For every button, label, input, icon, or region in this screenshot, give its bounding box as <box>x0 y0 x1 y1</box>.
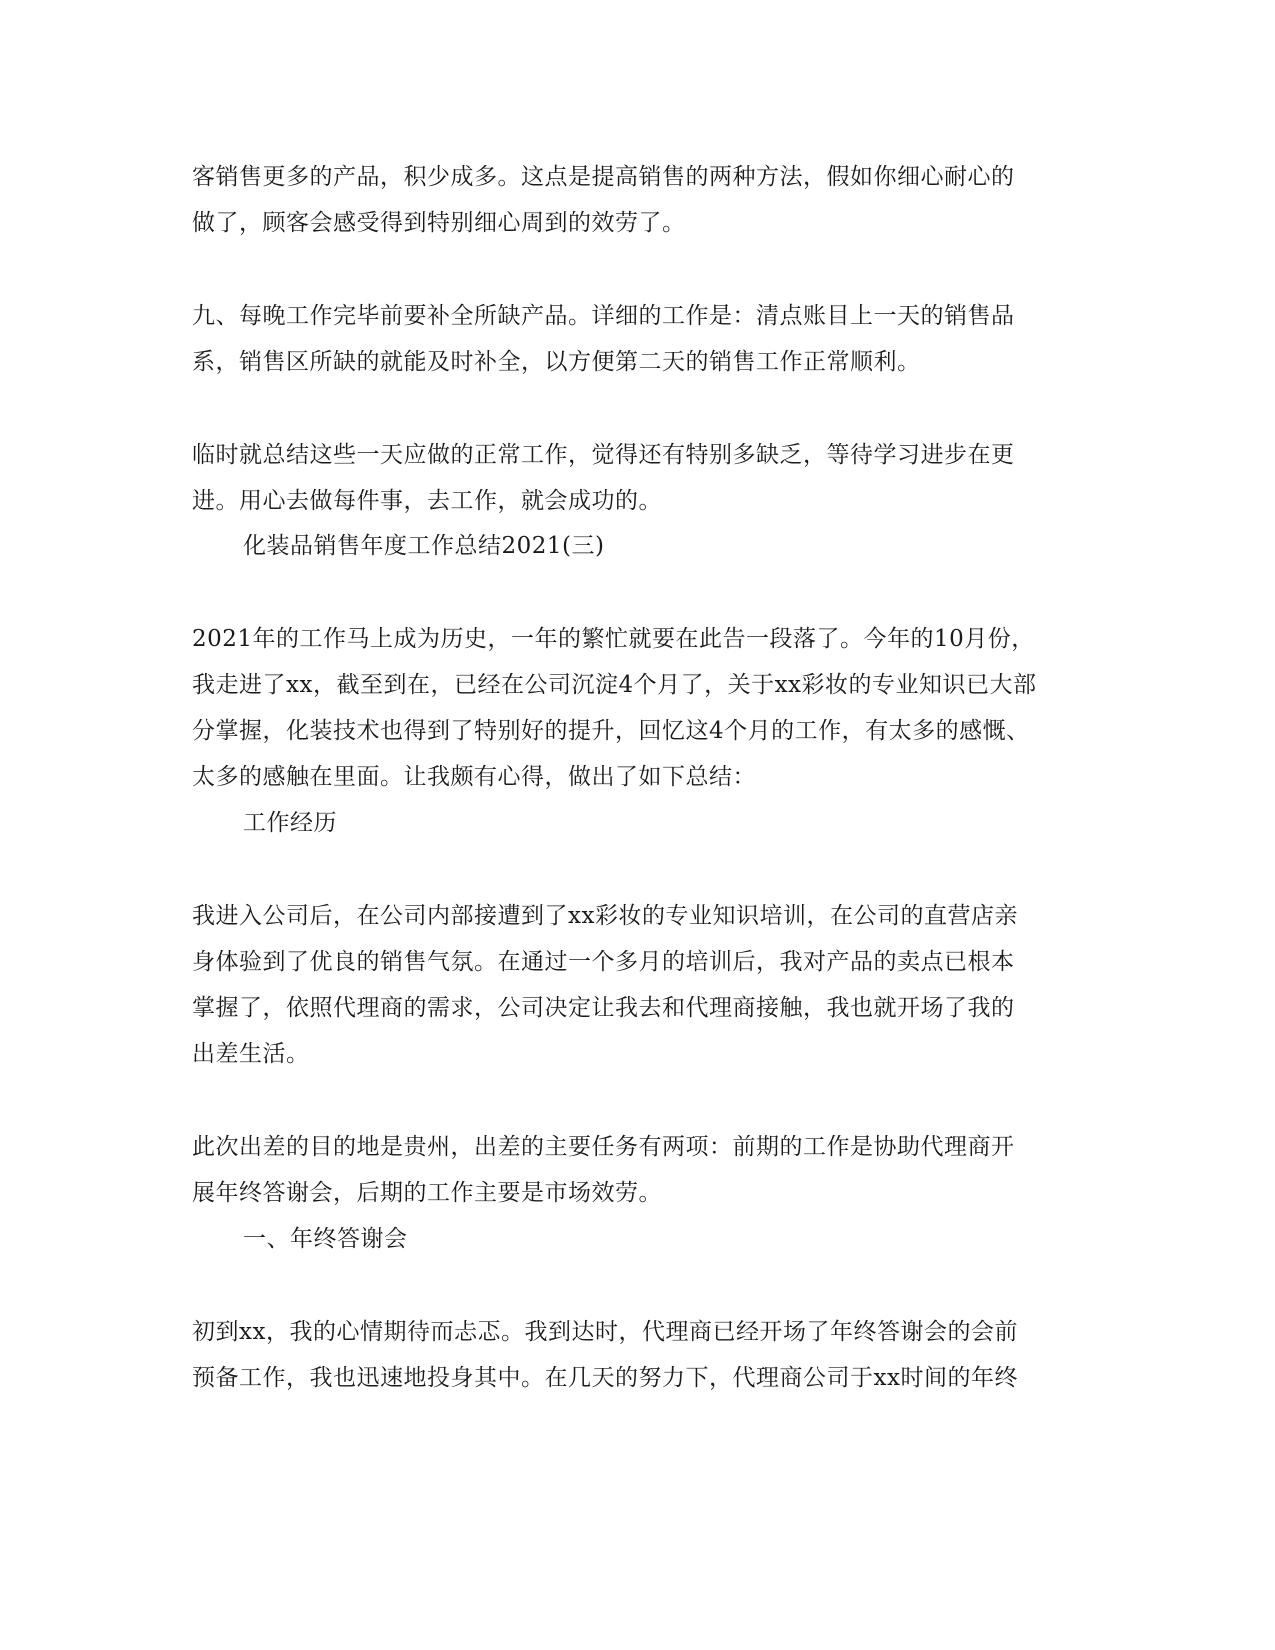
paragraph-line: 初到xx，我的心情期待而忐忑。我到达时，代理商已经开场了年终答谢会的会前 <box>192 1319 1018 1345</box>
paragraph-line: 系，销售区所缺的就能及时补全，以方便第二天的销售工作正常顺利。 <box>192 349 921 375</box>
paragraph-line: 展年终答谢会，后期的工作主要是市场效劳。 <box>192 1180 662 1206</box>
paragraph-line: 此次出差的目的地是贵州，出差的主要任务有两项：前期的工作是协助代理商开 <box>192 1134 1015 1160</box>
subsection-heading: 一、年终答谢会 <box>243 1226 408 1252</box>
subsection-heading: 工作经历 <box>243 810 337 836</box>
paragraph-line: 临时就总结这些一天应做的正常工作，觉得还有特别多缺乏，等待学习进步在更 <box>192 442 1015 468</box>
paragraph-line: 进。用心去做每件事，去工作，就会成功的。 <box>192 488 662 514</box>
paragraph-line: 客销售更多的产品，积少成多。这点是提高销售的两种方法，假如你细心耐心的 <box>192 164 1015 190</box>
paragraph-line: 九、每晚工作完毕前要补全所缺产品。详细的工作是：清点账目上一天的销售品 <box>192 303 1015 329</box>
paragraph-line: 我走进了xx，截至到在，已经在公司沉淀4个月了，关于xx彩妆的专业知识已大部 <box>192 672 1037 698</box>
paragraph-line: 身体验到了优良的销售气氛。在通过一个多月的培训后，我对产品的卖点已根本 <box>192 949 1015 975</box>
paragraph-line: 我进入公司后，在公司内部接遭到了xx彩妆的专业知识培训，在公司的直营店亲 <box>192 903 1018 929</box>
paragraph-line: 做了，顾客会感受得到特别细心周到的效劳了。 <box>192 210 686 236</box>
paragraph-line: 太多的感触在里面。让我颇有心得，做出了如下总结： <box>192 764 756 790</box>
paragraph-line: 掌握了，依照代理商的需求，公司决定让我去和代理商接触，我也就开场了我的 <box>192 995 1015 1021</box>
paragraph-line: 出差生活。 <box>192 1041 310 1067</box>
paragraph-line: 预备工作，我也迅速地投身其中。在几天的努力下，代理商公司于xx时间的年终 <box>192 1365 1018 1391</box>
paragraph-line: 分掌握，化装技术也得到了特别好的提升，回忆这4个月的工作，有太多的感慨、 <box>192 718 1030 744</box>
section-heading: 化装品销售年度工作总结2021(三) <box>243 533 605 559</box>
paragraph-line: 2021年的工作马上成为历史，一年的繁忙就要在此告一段落了。今年的10月份， <box>192 626 1035 652</box>
